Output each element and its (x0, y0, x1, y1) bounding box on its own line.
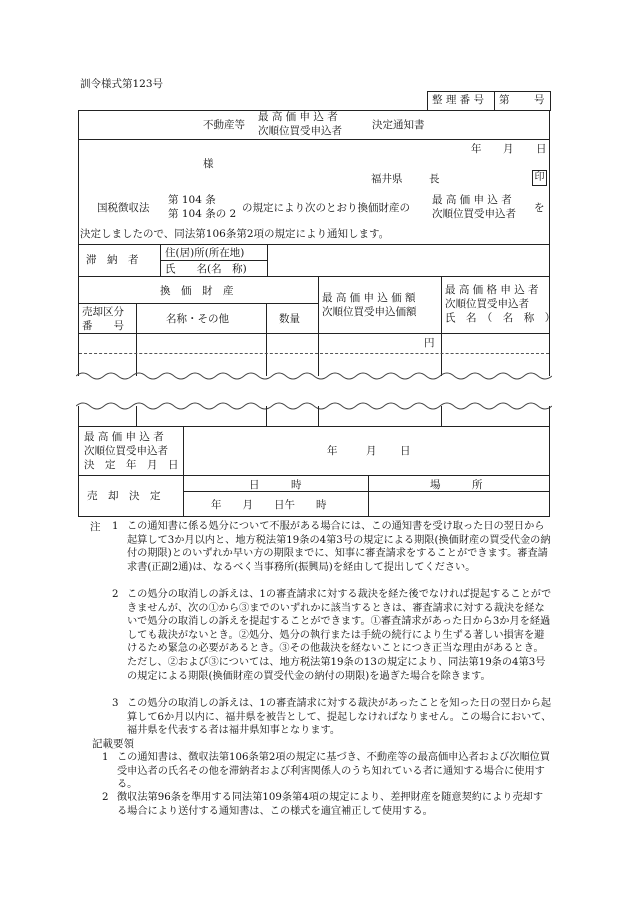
taxpayer-label: 滞 納 者 (86, 254, 139, 266)
col-number-line-1: 売却区分 (82, 306, 124, 318)
note-item-3 (104, 697, 552, 738)
sale-place-header: 場 所 (430, 479, 483, 491)
title-prefix: 不動産等 (203, 119, 245, 131)
col-bidder-line-3: 氏 名 （ 名 称 ） (445, 312, 556, 324)
note-text-1: この通知書に係る処分について不服がある場合には、この通知書を受け取った日の翌日から起算して3か月以内と、地方税法第19条の4第3号の規定による期限(換価財産の買受代金の納付の期限)とのいずれか早い方の期限までに、知事に審査請求をすることができます。審査請求書(正副2通)は、なるべく当事務所(振興局)を経由して提出してください。 (127, 521, 551, 573)
seal-icon: 印 (532, 170, 547, 186)
sale-label: 売 却 決 定 (87, 490, 161, 502)
statement-law: 国税徴収法 (97, 202, 150, 214)
guideline-num-2: 2 (102, 792, 109, 803)
note-text-3: この処分の取消しの訴えは、1の審査請求に対する裁決があったことを知った日の翌日から起算して6か月以内に、福井県を被告として、提起しなければなりません。この場合において、福井県を代表する者は福井県知事となります。 (127, 698, 552, 737)
addressee-honorific: 様 (203, 158, 214, 170)
statement-particle: を (534, 202, 545, 214)
taxpayer-address-label: 住(居)所(所在地) (165, 247, 245, 259)
decision-year: 年 (327, 445, 338, 457)
note-item-1 (104, 520, 552, 574)
form-number: 訓令様式第123号 (80, 78, 164, 90)
date-year: 年 (471, 143, 482, 155)
note-num-1: 1 (112, 521, 119, 532)
col-qty-header: 数量 (279, 313, 300, 325)
decision-month: 月 (366, 445, 377, 457)
guideline-text-1: この通知書は、徴収法第106条第2項の規定に基づき、不動産等の最高価申込者および次順位買受申込者の氏名その他を滞納者および利害関係人のうち知れている者に通知する場合に使用する。 (117, 752, 551, 791)
sale-datetime-value: 年 月 日午 時 (211, 499, 327, 511)
col-number-line-2: 番 号 (82, 320, 124, 332)
note-item-2 (104, 588, 552, 683)
property-group-header: 換 価 財 産 (160, 285, 234, 297)
decision-label-line-2: 次順位買受申込者 (84, 445, 168, 457)
statement-article-1: 第 104 条 (168, 194, 216, 206)
col-price-line-1: 最 高 価 申 込 価 額 (322, 292, 416, 304)
col-name-header: 名称・その他 (166, 313, 229, 325)
statement-article-2: 第 104 条の 2 (168, 208, 237, 220)
title-option-second-bidder: 次順位買受申込者 (258, 125, 342, 137)
sale-datetime-header: 日 時 (249, 479, 302, 491)
note-num-2: 2 (112, 589, 119, 600)
title-option-top-bidder: 最 高 価 申 込 者 (258, 111, 338, 123)
note-text-2: この処分の取消しの訴えは、1の審査請求に対する裁決を経た後でなければ提起することができませんが、次の①から③までのいずれかに該当するときは、審査請求に対する裁決を経ないで処分の取消しの訴えを提起することができます。①審査請求があった日から3か月を経過しても裁決がないとき。②処分、処分の執行または手続の続行により生ずる著しい損害を避けるため緊急の必要があるとき。③その他裁決を経ないことにつき正当な理由があるとき。ただし、②および③については、地方税法第19条の13の規定により、同法第19条の4第3号の規定による期限(換価財産の買受代金の納付の期限)を過ぎた場合を除きます。 (127, 589, 552, 682)
decision-label-line-3: 決 定 年 月 日 (84, 459, 179, 471)
reference-number-label: 整 理 番 号 (432, 94, 485, 106)
statement-option-top-bidder: 最 高 価 申 込 者 (432, 194, 512, 206)
guideline-text-2: 徴収法第96条を準用する同法第109条第4項の規定により、差押財産を随意契約により売却する場合により送付する通知書は、この様式を適宜補正して使用する。 (117, 792, 544, 817)
price-currency: 円 (424, 337, 435, 349)
date-month: 月 (503, 143, 514, 155)
guideline-item-1 (92, 751, 552, 792)
title-suffix: 決定通知書 (372, 119, 425, 131)
note-num-3: 3 (112, 698, 119, 709)
guideline-item-2 (92, 791, 552, 818)
col-bidder-line-1: 最 高 価 格 申 込 者 (445, 284, 539, 296)
decision-label-line-1: 最 高 価 申 込 者 (84, 431, 164, 443)
statement-line-2: 決定しましたので、同法第106条第2項の規定により通知します。 (80, 228, 390, 240)
sender-title: 長 (429, 173, 440, 185)
taxpayer-name-label: 氏 名(名 称) (165, 263, 247, 275)
date-day: 日 (536, 143, 547, 155)
notes-label: 注 (90, 521, 101, 533)
reference-number-prefix: 第 (499, 94, 510, 106)
statement-option-second-bidder: 次順位買受申込者 (432, 208, 516, 220)
col-bidder-line-2: 次順位買受申込者 (445, 298, 529, 310)
col-price-line-2: 次順位買受申込価額 (322, 306, 417, 318)
decision-day: 日 (400, 445, 411, 457)
guidelines-label: 記載要領 (92, 738, 134, 750)
reference-number-suffix: 号 (534, 94, 545, 106)
table-break-bottom (76, 399, 552, 413)
statement-middle: の規定により次のとおり換価財産の (242, 202, 410, 214)
table-break-top (76, 369, 552, 383)
sender-prefecture: 福井県 (371, 173, 403, 185)
guideline-num-1: 1 (102, 752, 109, 763)
